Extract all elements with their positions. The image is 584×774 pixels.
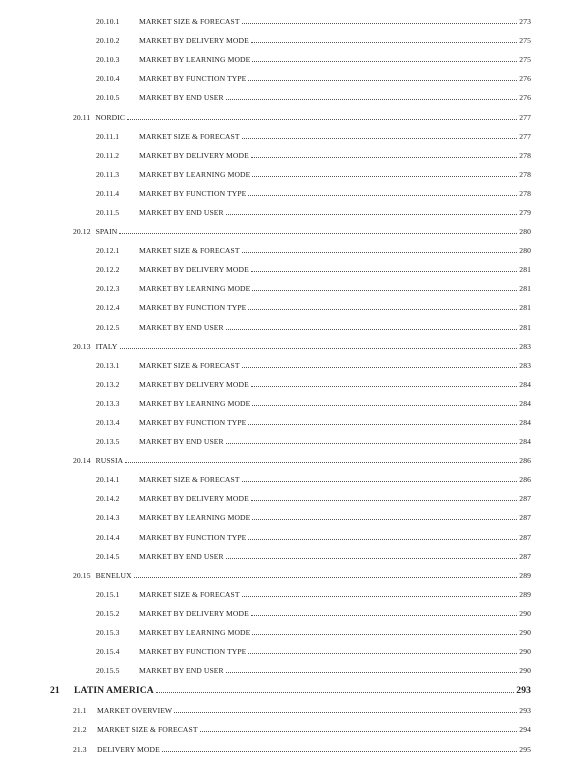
toc-entry-title: MARKET BY DELIVERY MODE xyxy=(139,379,249,389)
toc-entry-number: 20.12.3 xyxy=(96,284,120,294)
dot-leader xyxy=(226,214,518,215)
toc-entry-page-number: 284 xyxy=(519,437,531,447)
dot-leader xyxy=(242,138,518,139)
toc-entry-title: MARKET SIZE & FORECAST xyxy=(97,725,198,735)
toc-entry[interactable] xyxy=(0,451,584,470)
toc-entry[interactable] xyxy=(0,508,584,527)
toc-entry-number: 20.13.1 xyxy=(96,360,120,370)
dot-leader xyxy=(226,672,518,673)
toc-entry-title: MARKET BY LEARNING MODE xyxy=(139,628,251,638)
dot-leader xyxy=(252,290,517,291)
toc-entry-number: 20.14 xyxy=(73,456,91,466)
dot-leader xyxy=(252,634,517,635)
toc-entry[interactable] xyxy=(0,642,584,661)
dot-leader xyxy=(162,751,517,752)
toc-entry-title: MARKET OVERVIEW xyxy=(97,706,173,716)
dot-leader xyxy=(248,80,517,81)
toc-entry-page-number: 290 xyxy=(519,608,531,618)
toc-entry[interactable] xyxy=(0,680,584,701)
toc-entry[interactable] xyxy=(0,470,584,489)
toc-entry[interactable] xyxy=(0,432,584,451)
toc-entry[interactable] xyxy=(0,623,584,642)
toc-entry[interactable] xyxy=(0,184,584,203)
toc-entry-page-number: 294 xyxy=(519,725,531,735)
toc-entry-page-number: 290 xyxy=(519,666,531,676)
toc-entry-title: BENELUX xyxy=(95,570,132,580)
toc-entry-number: 20.13 xyxy=(73,341,91,351)
dot-leader xyxy=(119,233,517,234)
toc-entry-page-number: 277 xyxy=(519,131,531,141)
toc-entry-page-number: 273 xyxy=(519,17,531,27)
dot-leader xyxy=(248,539,517,540)
toc-entry-title: MARKET BY END USER xyxy=(139,666,224,676)
toc-entry-number: 20.15.1 xyxy=(96,589,120,599)
toc-entry-page-number: 278 xyxy=(519,188,531,198)
dot-leader xyxy=(200,731,518,732)
toc-entry-number: 20.14.3 xyxy=(96,513,120,523)
toc-entry[interactable] xyxy=(0,279,584,298)
dot-leader xyxy=(251,386,517,387)
toc-entry[interactable] xyxy=(0,375,584,394)
toc-entry[interactable] xyxy=(0,69,584,88)
toc-entry-number: 20.11 xyxy=(73,112,91,122)
dot-leader xyxy=(134,577,518,578)
toc-entry-page-number: 275 xyxy=(519,55,531,65)
dot-leader xyxy=(251,615,517,616)
toc-entry-page-number: 284 xyxy=(519,379,531,389)
toc-entry-number: 20.12 xyxy=(73,227,91,237)
table-of-contents xyxy=(0,12,584,759)
dot-leader xyxy=(251,271,517,272)
toc-entry-page-number: 276 xyxy=(519,74,531,84)
dot-leader xyxy=(242,481,518,482)
toc-entry[interactable] xyxy=(0,165,584,184)
dot-leader xyxy=(252,405,517,406)
toc-entry-title: MARKET SIZE & FORECAST xyxy=(139,17,240,27)
toc-entry-number: 20.12.4 xyxy=(96,303,120,313)
toc-entry-page-number: 278 xyxy=(519,150,531,160)
dot-leader xyxy=(251,157,517,158)
toc-entry[interactable] xyxy=(0,413,584,432)
toc-entry-page-number: 284 xyxy=(519,398,531,408)
dot-leader xyxy=(125,462,517,463)
toc-entry-number: 20.13.5 xyxy=(96,437,120,447)
dot-leader xyxy=(174,712,517,713)
toc-entry-number: 20.13.3 xyxy=(96,398,120,408)
toc-entry-title: MARKET BY END USER xyxy=(139,551,224,561)
dot-leader xyxy=(127,119,517,120)
toc-entry-number: 20.10.4 xyxy=(96,74,120,84)
toc-entry-page-number: 287 xyxy=(519,513,531,523)
dot-leader xyxy=(251,42,517,43)
toc-entry[interactable] xyxy=(0,203,584,222)
toc-entry-page-number: 283 xyxy=(519,360,531,370)
toc-entry-number: 20.11.2 xyxy=(96,150,120,160)
toc-entry-title: MARKET BY FUNCTION TYPE xyxy=(139,418,247,428)
toc-entry-number: 20.11.4 xyxy=(96,188,120,198)
toc-entry-title: MARKET BY DELIVERY MODE xyxy=(139,608,249,618)
toc-entry-number: 20.12.1 xyxy=(96,246,120,256)
toc-entry-title: MARKET BY END USER xyxy=(139,322,224,332)
toc-entry-title: DELIVERY MODE xyxy=(97,744,160,754)
toc-entry-title: MARKET BY LEARNING MODE xyxy=(139,284,251,294)
toc-entry[interactable] xyxy=(0,528,584,547)
toc-entry-number: 20.11.1 xyxy=(96,131,120,141)
toc-entry-number: 20.11.3 xyxy=(96,169,120,179)
toc-entry-page-number: 283 xyxy=(519,341,531,351)
toc-entry-title: MARKET BY FUNCTION TYPE xyxy=(139,647,247,657)
toc-entry-title: MARKET BY END USER xyxy=(139,93,224,103)
toc-entry-title: MARKET BY FUNCTION TYPE xyxy=(139,532,247,542)
toc-entry-page-number: 277 xyxy=(519,112,531,122)
toc-entry-title: MARKET BY FUNCTION TYPE xyxy=(139,188,247,198)
toc-entry-title: MARKET BY END USER xyxy=(139,207,224,217)
dot-leader xyxy=(226,443,518,444)
toc-entry-title: MARKET BY LEARNING MODE xyxy=(139,513,251,523)
dot-leader xyxy=(248,424,517,425)
toc-entry[interactable] xyxy=(0,720,584,739)
toc-entry[interactable] xyxy=(0,50,584,69)
toc-entry-page-number: 293 xyxy=(519,706,531,716)
toc-entry-page-number: 290 xyxy=(519,628,531,638)
toc-entry[interactable] xyxy=(0,701,584,720)
toc-entry[interactable] xyxy=(0,394,584,413)
toc-entry[interactable] xyxy=(0,739,584,758)
toc-entry-number: 20.10.3 xyxy=(96,55,120,65)
toc-entry-title: MARKET BY LEARNING MODE xyxy=(139,169,251,179)
toc-entry[interactable] xyxy=(0,547,584,566)
toc-entry-number: 21.1 xyxy=(73,706,87,716)
toc-entry-number: 20.15.3 xyxy=(96,628,120,638)
toc-entry-page-number: 289 xyxy=(519,570,531,580)
toc-entry-title: NORDIC xyxy=(95,112,126,122)
toc-entry-page-number: 279 xyxy=(519,207,531,217)
toc-entry-page-number: 276 xyxy=(519,93,531,103)
toc-entry-page-number: 286 xyxy=(519,475,531,485)
dot-leader xyxy=(156,692,515,693)
toc-entry-page-number: 284 xyxy=(519,418,531,428)
toc-entry-number: 20.14.1 xyxy=(96,475,120,485)
toc-entry-title: MARKET BY DELIVERY MODE xyxy=(139,494,249,504)
dot-leader xyxy=(226,99,518,100)
toc-entry-number: 20.15.4 xyxy=(96,647,120,657)
toc-entry[interactable] xyxy=(0,356,584,375)
toc-entry-number: 20.14.2 xyxy=(96,494,120,504)
toc-entry[interactable] xyxy=(0,566,584,585)
toc-entry[interactable] xyxy=(0,146,584,165)
toc-entry-number: 21.3 xyxy=(73,744,87,754)
toc-entry[interactable] xyxy=(0,489,584,508)
toc-entry-page-number: 287 xyxy=(519,532,531,542)
toc-entry-page-number: 280 xyxy=(519,246,531,256)
toc-entry-title: MARKET SIZE & FORECAST xyxy=(139,131,240,141)
toc-entry-title: MARKET BY DELIVERY MODE xyxy=(139,265,249,275)
toc-entry[interactable] xyxy=(0,604,584,623)
toc-entry-title: MARKET BY DELIVERY MODE xyxy=(139,150,249,160)
dot-leader xyxy=(252,519,517,520)
dot-leader xyxy=(226,329,518,330)
toc-entry[interactable] xyxy=(0,260,584,279)
dot-leader xyxy=(242,252,518,253)
toc-entry-number: 21 xyxy=(50,685,60,697)
toc-entry-page-number: 293 xyxy=(516,685,531,697)
toc-entry-title: MARKET SIZE & FORECAST xyxy=(139,360,240,370)
dot-leader xyxy=(252,176,517,177)
toc-entry[interactable] xyxy=(0,318,584,337)
toc-entry-page-number: 295 xyxy=(519,744,531,754)
toc-entry-page-number: 275 xyxy=(519,36,531,46)
toc-entry[interactable] xyxy=(0,222,584,241)
toc-entry-number: 21.2 xyxy=(73,725,87,735)
toc-entry[interactable] xyxy=(0,661,584,680)
toc-entry-number: 20.15.5 xyxy=(96,666,120,676)
toc-entry-page-number: 289 xyxy=(519,589,531,599)
toc-entry-page-number: 287 xyxy=(519,494,531,504)
dot-leader xyxy=(251,500,517,501)
toc-entry-title: MARKET BY FUNCTION TYPE xyxy=(139,74,247,84)
toc-entry-number: 20.10.2 xyxy=(96,36,120,46)
toc-entry-title: MARKET SIZE & FORECAST xyxy=(139,246,240,256)
dot-leader xyxy=(120,348,518,349)
toc-entry-page-number: 281 xyxy=(519,265,531,275)
dot-leader xyxy=(242,596,518,597)
toc-entry-page-number: 286 xyxy=(519,456,531,466)
toc-entry-number: 20.12.5 xyxy=(96,322,120,332)
toc-entry-number: 20.14.5 xyxy=(96,551,120,561)
toc-entry-number: 20.13.2 xyxy=(96,379,120,389)
toc-entry-title: MARKET BY LEARNING MODE xyxy=(139,55,251,65)
dot-leader xyxy=(252,61,517,62)
toc-entry-title: SPAIN xyxy=(95,227,118,237)
toc-entry-page-number: 290 xyxy=(519,647,531,657)
toc-entry-page-number: 281 xyxy=(519,284,531,294)
toc-entry-title: RUSSIA xyxy=(95,456,124,466)
dot-leader xyxy=(248,195,517,196)
toc-entry-title: MARKET BY END USER xyxy=(139,437,224,447)
toc-entry-page-number: 287 xyxy=(519,551,531,561)
toc-entry-page-number: 281 xyxy=(519,303,531,313)
toc-entry-title: MARKET SIZE & FORECAST xyxy=(139,589,240,599)
toc-entry-page-number: 278 xyxy=(519,169,531,179)
toc-entry-title: MARKET SIZE & FORECAST xyxy=(139,475,240,485)
toc-entry-number: 20.10.5 xyxy=(96,93,120,103)
toc-entry-title: ITALY xyxy=(95,341,118,351)
toc-entry[interactable] xyxy=(0,585,584,604)
toc-entry-number: 20.15 xyxy=(73,570,91,580)
dot-leader xyxy=(242,23,518,24)
toc-entry-number: 20.10.1 xyxy=(96,17,120,27)
toc-entry-number: 20.12.2 xyxy=(96,265,120,275)
toc-entry[interactable] xyxy=(0,12,584,31)
toc-entry-title: MARKET BY LEARNING MODE xyxy=(139,398,251,408)
toc-entry-page-number: 281 xyxy=(519,322,531,332)
dot-leader xyxy=(242,367,518,368)
toc-entry-number: 20.13.4 xyxy=(96,418,120,428)
toc-entry[interactable] xyxy=(0,107,584,126)
toc-entry[interactable] xyxy=(0,127,584,146)
dot-leader xyxy=(248,653,517,654)
toc-entry-number: 20.14.4 xyxy=(96,532,120,542)
dot-leader xyxy=(248,309,517,310)
toc-entry[interactable] xyxy=(0,88,584,107)
dot-leader xyxy=(226,558,518,559)
toc-entry[interactable] xyxy=(0,337,584,356)
toc-entry-title: LATIN AMERICA xyxy=(74,685,154,697)
toc-entry-page-number: 280 xyxy=(519,227,531,237)
toc-entry-number: 20.15.2 xyxy=(96,608,120,618)
toc-entry-number: 20.11.5 xyxy=(96,207,120,217)
toc-entry-title: MARKET BY FUNCTION TYPE xyxy=(139,303,247,313)
toc-entry[interactable] xyxy=(0,31,584,50)
toc-entry[interactable] xyxy=(0,298,584,317)
toc-entry-title: MARKET BY DELIVERY MODE xyxy=(139,36,249,46)
toc-entry[interactable] xyxy=(0,241,584,260)
